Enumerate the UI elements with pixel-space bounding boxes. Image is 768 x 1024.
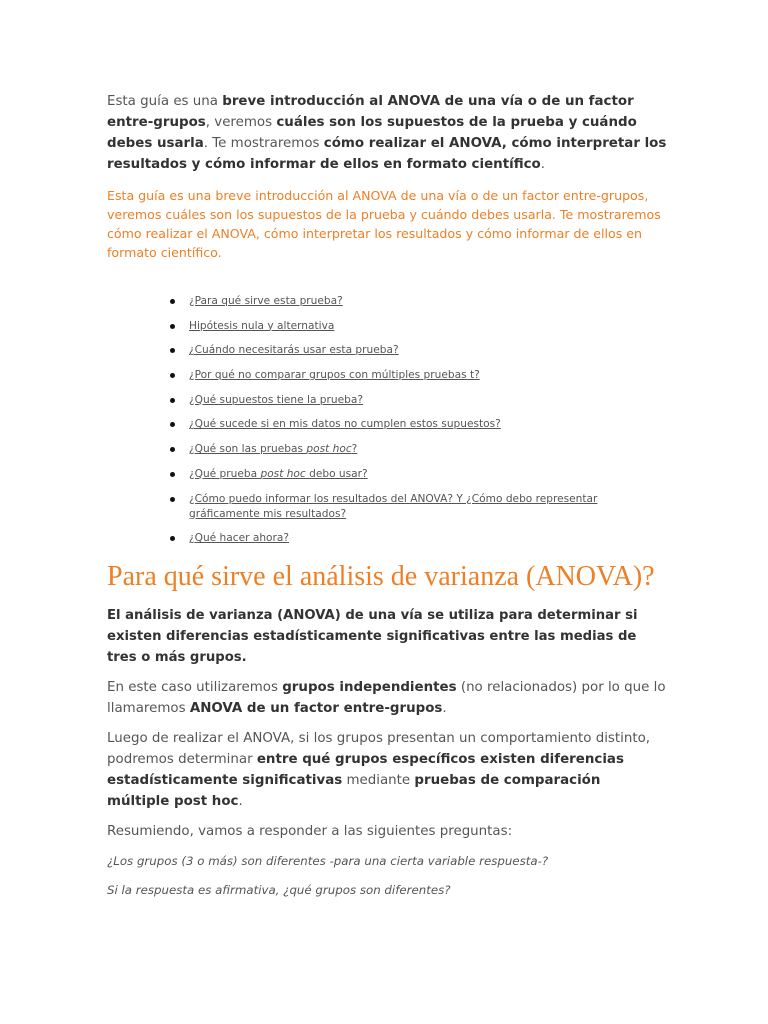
body-bold: ANOVA de un factor entre-grupos	[189, 701, 443, 717]
toc-item	[189, 442, 667, 457]
intro-highlight-paragraph: Esta guía es una breve introducción al ANOVA de una vía o de un factor entre-grupos, veremos cuáles son los supuestos de la prueba y cuándo debes usarla. Te mostraremos cómo realizar el ANOVA, cómo interpretar los resultados y cómo informar de ellos en formato científico.	[107, 188, 661, 260]
intro-text: .	[540, 157, 546, 172]
bullet-icon	[170, 398, 175, 403]
question-line: ¿Los grupos (3 o más) son diferentes -para una cierta variable respuesta-?	[107, 854, 549, 869]
question-line: Si la respuesta es afirmativa, ¿qué grupos son diferentes?	[107, 883, 451, 898]
toc-link-text: debo usar?	[305, 467, 368, 480]
bullet-icon	[170, 497, 175, 502]
body-text: .	[442, 701, 447, 717]
toc-link-italic: post hoc	[306, 443, 352, 456]
toc-link[interactable]: ¿Qué hacer ahora?	[189, 532, 289, 545]
body-text: Luego de realizar el ANOVA, si los grupos presentan un comportamiento distinto, podremos determinar	[107, 731, 651, 768]
intro-bold: breve introducción al ANOVA de una vía o de un factor entre-grupos	[107, 94, 634, 130]
toc-link[interactable]: ¿Por qué no comparar grupos con múltiples pruebas t?	[189, 369, 480, 382]
body-paragraph	[107, 728, 667, 812]
table-of-contents	[189, 294, 667, 546]
toc-link-text: ?	[351, 443, 358, 456]
intro-text: . Te mostraremos	[203, 136, 324, 151]
toc-link[interactable]	[189, 443, 357, 455]
toc-link-italic: post hoc	[260, 467, 306, 480]
toc-item	[189, 492, 667, 522]
body-text: (no relacionados) por lo que lo llamaremos	[107, 680, 666, 717]
body-text: mediante	[342, 773, 415, 789]
toc-link[interactable]: ¿Cuándo necesitarás usar esta prueba?	[189, 344, 399, 357]
bullet-icon	[170, 472, 175, 477]
toc-link[interactable]: ¿Qué sucede si en mis datos no cumplen estos supuestos?	[189, 418, 501, 431]
toc-item	[189, 393, 667, 408]
section-lead-paragraph: El análisis de varianza (ANOVA) de una vía se utiliza para determinar si existen diferencias estadísticamente significativas entre las medias de tres o más grupos.	[107, 608, 638, 666]
bullet-icon	[170, 348, 175, 353]
body-paragraph	[107, 677, 667, 719]
toc-link[interactable]: Hipótesis nula y alternativa	[189, 319, 335, 332]
toc-item	[189, 531, 667, 546]
toc-item	[189, 343, 667, 358]
intro-bold: cuáles son los supuestos de la prueba y cuándo debes usarla	[107, 115, 637, 151]
toc-item	[189, 368, 667, 383]
body-bold: entre qué grupos específicos existen diferencias estadísticamente significativas	[107, 752, 624, 789]
body-bold: grupos independientes	[282, 680, 457, 696]
toc-link[interactable]: ¿Para qué sirve esta prueba?	[189, 295, 343, 307]
bullet-icon	[170, 422, 175, 427]
toc-link[interactable]: ¿Cómo puedo informar los resultados del ANOVA? Y ¿Cómo debo representar gráficamente mis resultados?	[189, 492, 598, 520]
toc-link[interactable]	[189, 468, 368, 480]
intro-text: Esta guía es una	[107, 94, 223, 109]
bullet-icon	[170, 324, 175, 329]
toc-item	[189, 294, 667, 309]
intro-paragraph	[107, 91, 667, 175]
toc-link[interactable]: ¿Qué supuestos tiene la prueba?	[189, 393, 363, 406]
body-text: En este caso utilizaremos	[107, 680, 283, 696]
body-text: .	[238, 794, 243, 810]
toc-item	[189, 319, 667, 334]
body-bold: pruebas de comparación múltiple post hoc	[107, 773, 601, 810]
toc-link-text: ¿Qué prueba	[189, 467, 261, 480]
article-body	[107, 91, 667, 900]
intro-bold: cómo realizar el ANOVA, cómo interpretar los resultados y cómo informar de ellos en formato científico	[107, 136, 667, 172]
body-paragraph: Resumiendo, vamos a responder a las siguientes preguntas:	[107, 824, 513, 840]
toc-link-text: ¿Qué son las pruebas	[189, 443, 307, 456]
bullet-icon	[170, 447, 175, 452]
bullet-icon	[170, 299, 175, 304]
bullet-icon	[170, 536, 175, 541]
intro-text: , veremos	[205, 115, 277, 130]
toc-item	[189, 417, 667, 432]
section-heading: Para qué sirve el análisis de varianza (ANOVA)?	[107, 561, 655, 593]
toc-item	[189, 467, 667, 482]
bullet-icon	[170, 373, 175, 378]
